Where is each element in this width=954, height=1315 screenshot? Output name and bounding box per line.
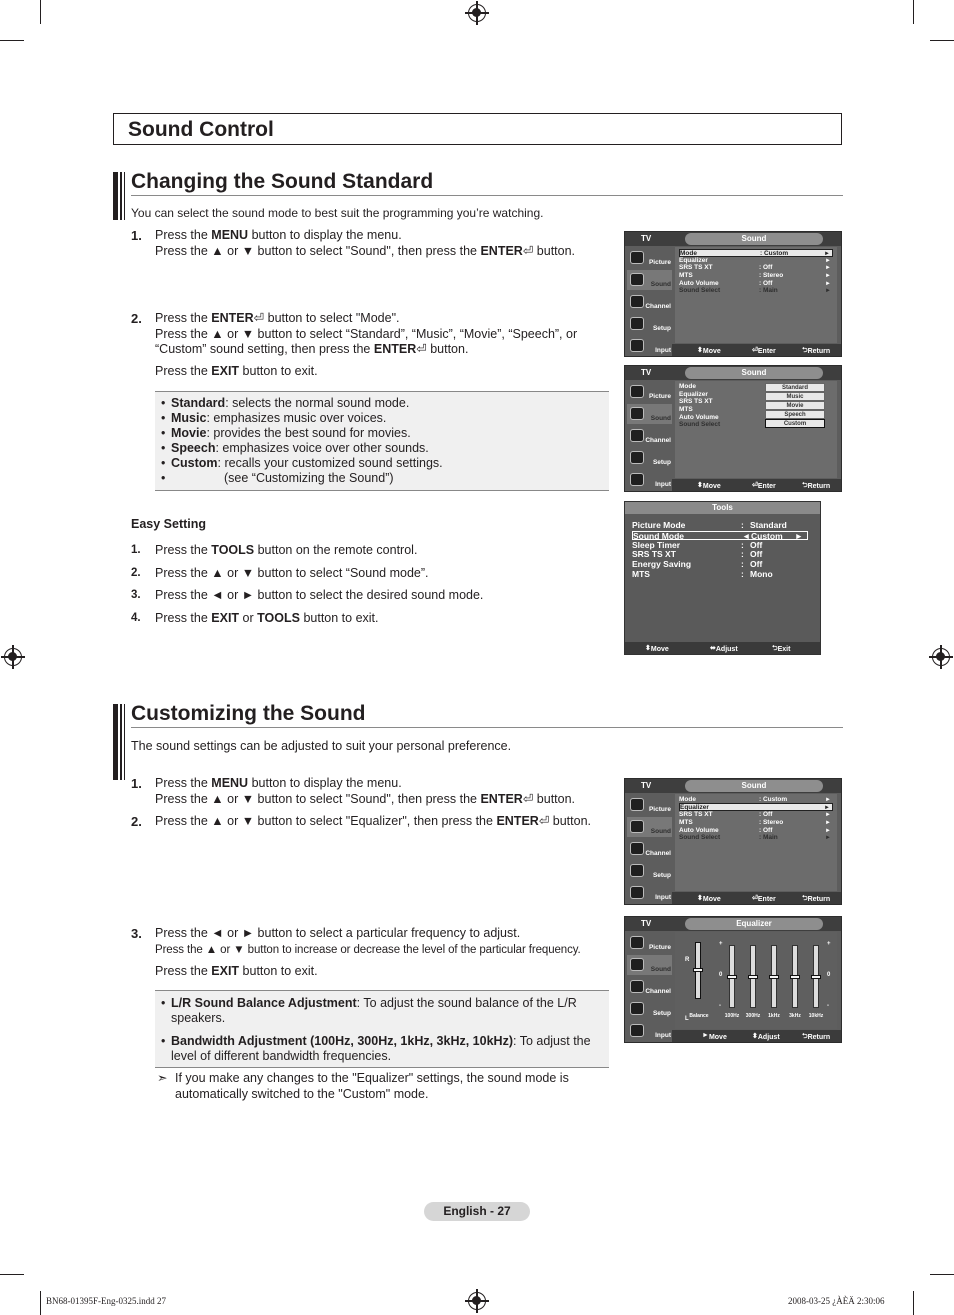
crop-mark: [913, 0, 914, 24]
list-item: • Bandwidth Adjustment (100Hz, 300Hz, 1kHz, 3kHz, 10kHz): To adjust the level of different bandwidth frequencies.: [155, 1034, 609, 1064]
section-title: Sound Control: [128, 118, 274, 141]
enter-icon: ⏎: [416, 342, 427, 356]
easy-step-numbers: 1. 2. 3. 4.: [131, 544, 141, 624]
crop-mark: [930, 40, 954, 41]
list-item: • Speech: emphasizes voice over other sounds.: [155, 441, 609, 456]
enter-icon: ⏎: [253, 311, 265, 325]
step-1-text: Press the MENU button to display the menu. Press the ▲ or ▼ button to select "Sound", then press the ENTER⏎ button.: [155, 228, 576, 258]
eq-slider-10khz: [813, 945, 819, 1008]
setup-icon: [630, 864, 644, 877]
step-number: 2.: [131, 814, 142, 829]
crop-mark: [0, 1274, 24, 1275]
sound-icon: [630, 820, 644, 833]
tv-screen-sound-mode-options: TV Sound Picture Sound Channel Setup Input Mode Equalizer SRS TS XT MTS Auto Volume Sound Select Standard Music Movie Speech Custom ⬍ Move ⏎ Enter ⮌ Return: [624, 365, 842, 492]
list-item: • L/R Sound Balance Adjustment: To adjust the sound balance of the L/R speakers.: [155, 996, 609, 1026]
exit-text: Press the EXIT button to exit.: [155, 964, 318, 978]
step-number: 2.: [131, 311, 142, 326]
registration-mark-icon: [4, 648, 22, 666]
section-title-box: [113, 113, 842, 145]
eq-slider-100hz: [729, 945, 735, 1008]
file-slug: BN68-01395F-Eng-0325.indd 27: [46, 1296, 166, 1306]
enter-icon: ⏎: [522, 243, 534, 258]
input-icon: [630, 339, 644, 352]
setup-icon: [630, 1002, 644, 1015]
balance-slider: [695, 942, 701, 999]
list-item: • Standard: selects the normal sound mode.: [155, 396, 609, 411]
tv-screen-sound-menu: TV Sound Picture Sound Channel Setup Input Mode : Custom ► Equalizer ► SRS TS XT : Off ► MTS : Stereo ► Auto Volume : Off ► Sound Select : Main ► ⬍ Move ⏎ Enter ⮌ Return: [624, 231, 842, 357]
list-item: • Music: emphasizes music over voices.: [155, 411, 609, 426]
step-1-text: Press the MENU button to display the menu. Press the ▲ or ▼ button to select "Sound", then press the ENTER⏎ button.: [155, 776, 576, 806]
step-number: 1.: [131, 228, 142, 243]
step-number: 1.: [131, 776, 142, 791]
tip-arrow-icon: ➣: [157, 1071, 168, 1085]
picture-icon: [630, 798, 644, 811]
sound-icon: [630, 273, 644, 286]
crop-mark: [40, 1291, 41, 1315]
eq-slider-300hz: [750, 945, 756, 1008]
input-icon: [630, 1024, 644, 1037]
channel-icon: [630, 295, 644, 308]
sound-icon: [630, 958, 644, 971]
heading-text: Customizing the Sound: [131, 702, 366, 725]
equalizer-notes: [155, 990, 609, 1068]
heading-customizing-sound: [113, 704, 843, 729]
intro-text: The sound settings can be adjusted to suit your personal preference.: [131, 739, 512, 753]
heading-sound-standard: [113, 172, 843, 197]
easy-steps: Press the TOOLS button on the remote control. Press the ▲ or ▼ button to select “Sound mode”. Press the ◄ or ► button to select the desired sound mode. Press the EXIT or TOOLS button to exit.: [155, 543, 484, 625]
easy-setting-title: Easy Setting: [131, 517, 207, 531]
input-icon: [630, 886, 644, 899]
tv-screen-sound-equalizer-selected: TV Sound Picture Sound Channel Setup Input Mode : Custom ► Equalizer ► SRS TS XT : Off ► MTS : Stereo ► Auto Volume : Off ► Sound Select : Main ► ⬍ Move ⏎ Enter ⮌ Return: [624, 778, 842, 905]
channel-icon: [630, 842, 644, 855]
step-3-text: Press the ◄ or ► button to select a particular frequency to adjust. Press the ▲ or ▼ button to increase or decrease the level of the particular frequency.: [155, 926, 581, 956]
crop-mark: [40, 0, 41, 24]
sound-mode-notes: [155, 391, 609, 491]
registration-mark-icon: [468, 1292, 486, 1310]
tv-screen-equalizer: TV Equalizer Picture Sound Channel Setup Input R L + 0 - + 0 - Balance 100Hz 300Hz 1kHz 3kHz 10kHz ► Move ⬍ Adjust ⮌ Return: [624, 916, 842, 1043]
step-2-text: Press the ENTER⏎ button to select "Mode". Press the ▲ or ▼ button to select “Standard”, “Music”, “Movie”, “Speech”, or “Custom” sound setting, then press the ENTER⏎ button.: [155, 311, 578, 356]
input-icon: [630, 473, 644, 486]
registration-mark-icon: [932, 648, 950, 666]
list-item-continued: • (see “Customizing the Sound”): [155, 471, 609, 486]
eq-slider-3khz: [792, 945, 798, 1008]
enter-icon: ⏎: [538, 814, 550, 828]
crop-mark: [930, 1274, 954, 1275]
tip-text: If you make any changes to the "Equalizer" settings, the sound mode is automatically switched to the "Custom" mode.: [175, 1071, 569, 1101]
enter-icon: ⏎: [522, 791, 534, 806]
list-item: • Custom: recalls your customized sound settings.: [155, 456, 609, 471]
page-number: English - 27: [424, 1202, 530, 1221]
setup-icon: [630, 317, 644, 330]
date-slug: 2008-03-25 ¿ÀÈÄ 2:30:06: [788, 1296, 885, 1306]
crop-mark: [913, 1291, 914, 1315]
picture-icon: [630, 251, 644, 264]
list-item: • Movie: provides the best sound for movies.: [155, 426, 609, 441]
crop-mark: [0, 40, 24, 41]
eq-slider-1khz: [771, 945, 777, 1008]
picture-icon: [630, 385, 644, 398]
tools-menu-screen: Tools Picture Mode : Standard Sound Mode ◄ Custom ► Sleep Timer : Off SRS TS XT : Off Energy Saving : Off MTS : Mono ⬍ Move ⬌ Adjust ⮌ Exit: [624, 501, 821, 655]
intro-text: You can select the sound mode to best suit the programming you’re watching.: [131, 206, 544, 220]
sound-icon: [630, 407, 644, 420]
registration-mark-icon: [468, 4, 486, 22]
picture-icon: [630, 936, 644, 949]
channel-icon: [630, 429, 644, 442]
step-number: 3.: [131, 926, 142, 941]
step-2-text: Press the ▲ or ▼ button to select "Equalizer", then press the ENTER⏎ button.: [155, 814, 591, 828]
exit-text: Press the EXIT button to exit.: [155, 364, 318, 378]
setup-icon: [630, 451, 644, 464]
channel-icon: [630, 980, 644, 993]
heading-text: Changing the Sound Standard: [131, 170, 434, 193]
